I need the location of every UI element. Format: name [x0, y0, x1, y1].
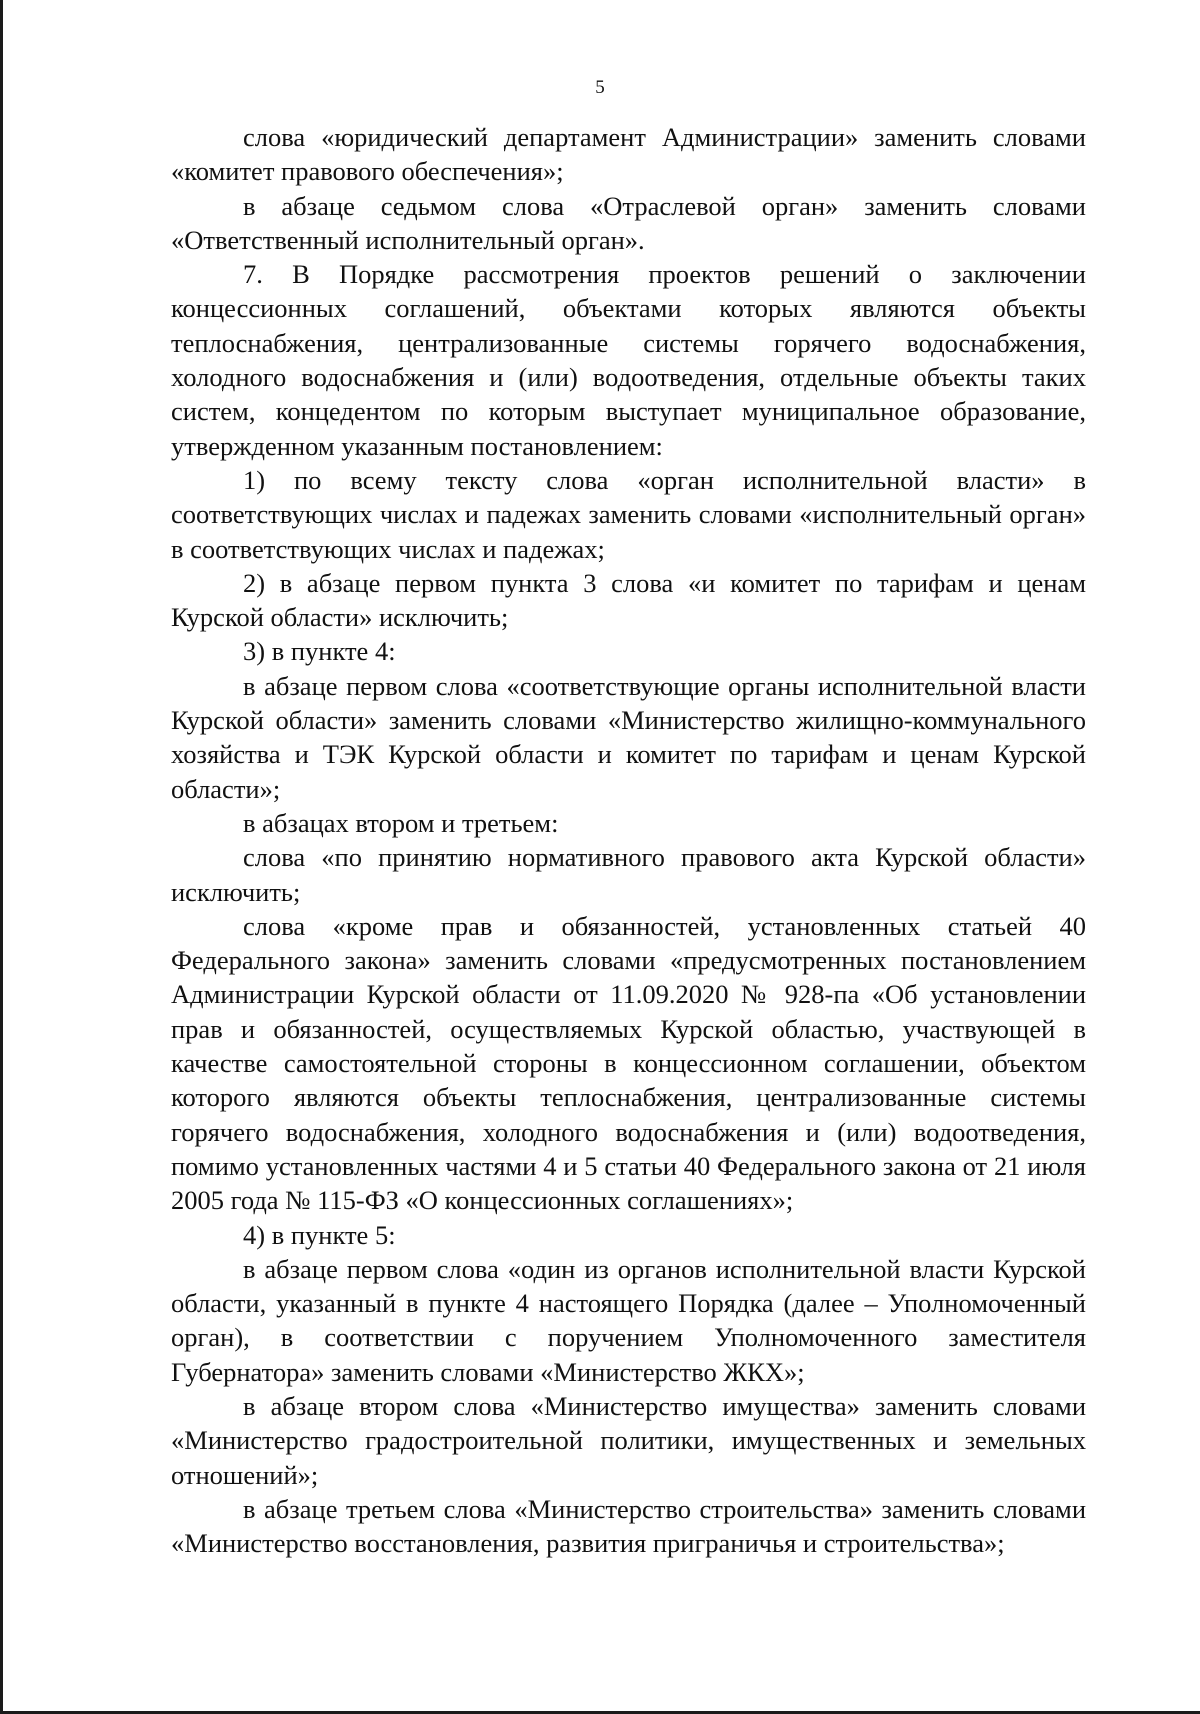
paragraph: 1) по всему тексту слова «орган исполнительной власти» в соответствующих числах и падежах заменить словами «исполнительный орган» в соответствующих числах и падежах; — [171, 464, 1086, 564]
paragraph: в абзаце первом слова «соответствующие органы исполнительной власти Курской области» заменить словами «Министерство жилищно-коммунального хозяйства и ТЭК Курской области и комитет по тарифам и ценам Курской области»; — [171, 670, 1086, 804]
document-body — [171, 120, 1086, 1560]
paragraph: в абзацах втором и третьем: — [243, 807, 559, 838]
scan-edge-left — [0, 0, 3, 1714]
paragraph: в абзаце первом слова «один из органов исполнительной власти Курской области, указанный в пункте 4 настоящего Порядка (далее – Уполномоченный орган), в соответствии с поручением Уполномоченного заместителя Губернатора» заменить словами «Министерство ЖКХ»; — [171, 1253, 1086, 1387]
paragraph: 2) в абзаце первом пункта 3 слова «и комитет по тарифам и ценам Курской области» исключить; — [171, 567, 1086, 633]
paragraph: слова «по принятию нормативного правового акта Курской области» исключить; — [171, 842, 1086, 907]
paragraph: слова «кроме прав и обязанностей, установленных статьей 40 Федерального закона» заменить словами «предусмотренных постановлением Администрации Курской области от 11.09.2020 № 928-па «Об установлении прав и обязанностей, осуществляемых Курской областью, участвующей в качестве самостоятельной стороны в концессионном соглашении, объектом которого являются объекты теплоснабжения, централизованные системы горячего водоснабжения, холодного водоснабжения и (или) водоотведения, помимо установленных частями 4 и 5 статьи 40 Федерального закона от 21 июля 2005 года № 115-ФЗ «О концессионных соглашениях»; — [171, 910, 1086, 1216]
paragraph: 3) в пункте 4: — [243, 636, 396, 667]
paragraph: 7. В Порядке рассмотрения проектов решений о заключении концессионных соглашений, объектами которых являются объекты теплоснабжения, централизованные системы горячего водоснабжения, холодного водоснабжения и (или) водоотведения, отдельные объекты таких систем, концедентом по которым выступает муниципальное образование, утвержденном указанным постановлением: — [171, 259, 1086, 461]
paragraph: 4) в пункте 5: — [243, 1219, 396, 1250]
page-number: 5 — [595, 77, 605, 98]
paragraph: в абзаце втором слова «Министерство имущества» заменить словами «Министерство градостроительной политики, имущественных и земельных отношений»; — [171, 1390, 1086, 1490]
paragraph: слова «юридический департамент Администрации» заменить словами «комитет правового обеспечения»; — [171, 122, 1086, 187]
paragraph: в абзаце седьмом слова «Отраслевой орган» заменить словами «Ответственный исполнительный орган». — [171, 190, 1086, 255]
paragraph: в абзаце третьем слова «Министерство строительства» заменить словами «Министерство восстановления, развития приграничья и строительства»; — [171, 1493, 1086, 1559]
